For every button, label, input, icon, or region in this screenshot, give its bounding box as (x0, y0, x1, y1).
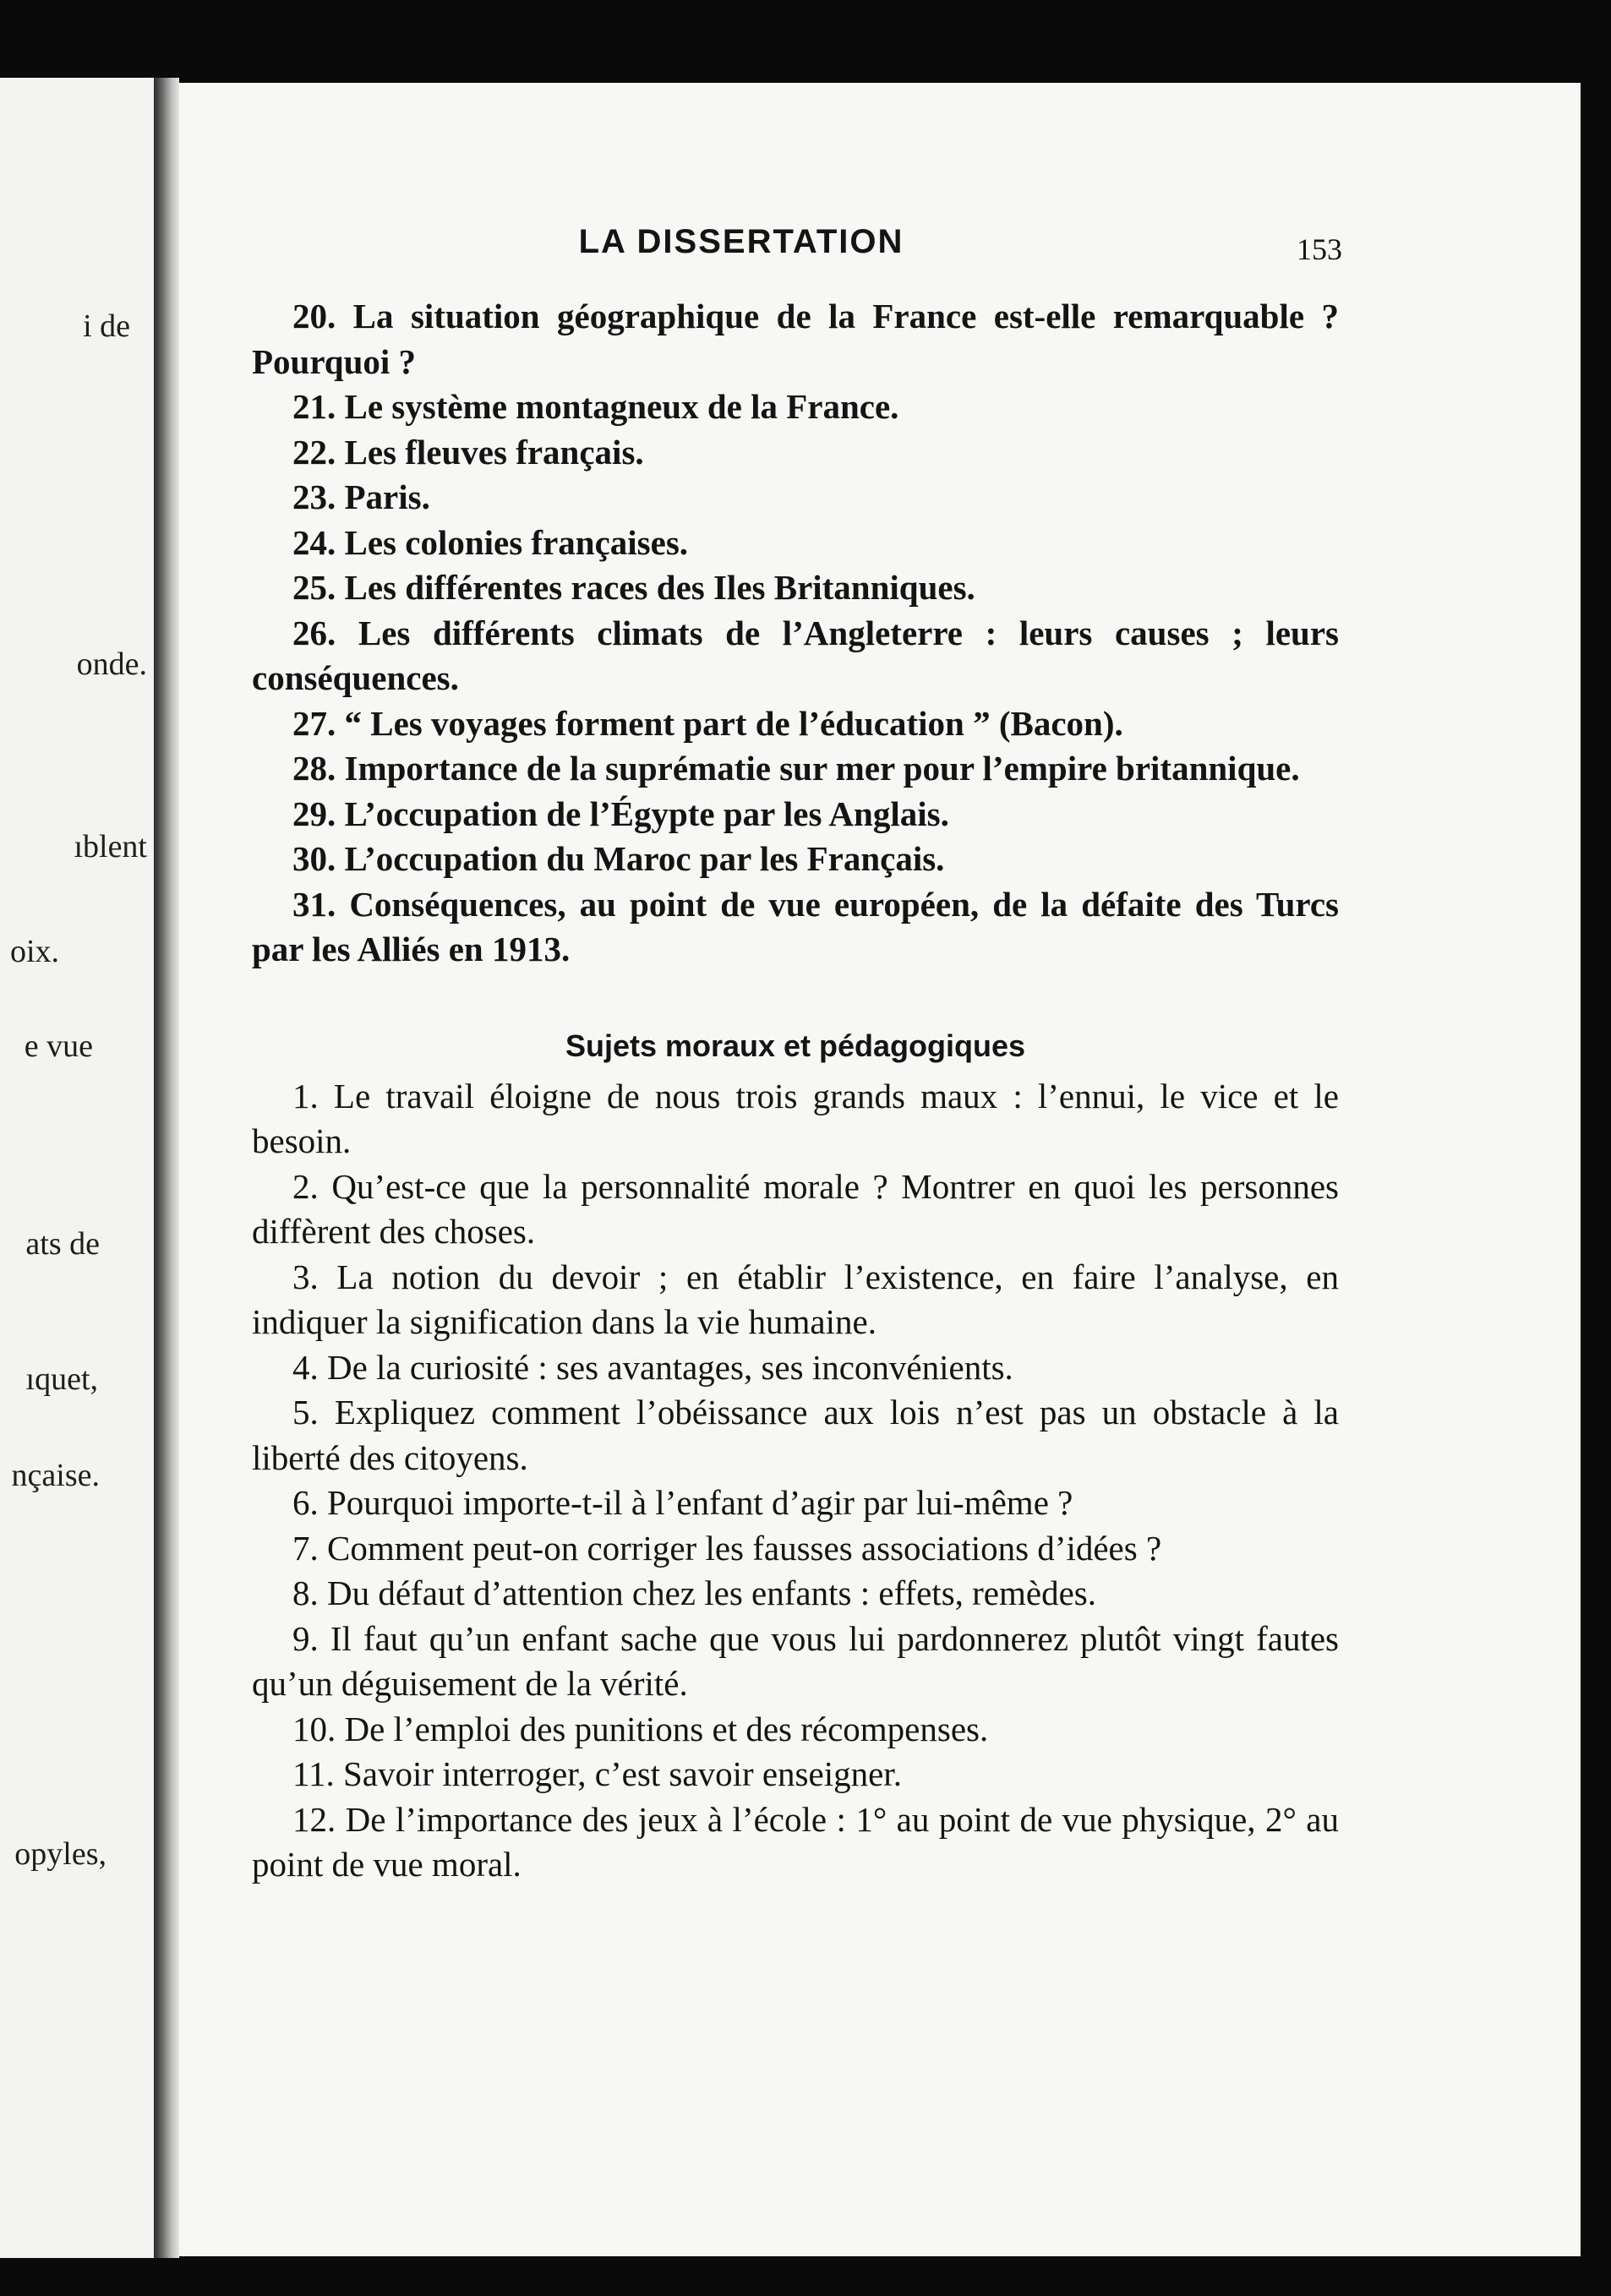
book-gutter (154, 78, 179, 2258)
left-page-fragment: opyles, (14, 1836, 106, 1872)
left-page-fragment: ats de (25, 1226, 100, 1262)
topic-item: 2. Qu’est-ce que la personnalité morale ? Montrer en quoi les personnes diffèrent des choses. (252, 1166, 1339, 1251)
topic-item: 22. Les fleuves français. (292, 432, 644, 472)
left-page-sliver (0, 78, 154, 2258)
topic-item: 8. Du défaut d’attention chez les enfants : effets, remèdes. (292, 1573, 1096, 1612)
topic-item: 28. Importance de la suprématie sur mer pour l’empire britannique. (292, 749, 1300, 788)
topic-item: 24. Les colonies françaises. (292, 522, 689, 562)
topic-item: 31. Conséquences, au point de vue européen, de la défaite des Turcs par les Alliés en 1913. (252, 884, 1339, 968)
left-page-fragment: e vue (24, 1028, 93, 1064)
topic-item: 21. Le système montagneux de la France. (292, 387, 899, 426)
left-page-fragment: ıblent (74, 829, 147, 864)
topic-item: 30. L’occupation du Maroc par les Français. (292, 839, 945, 878)
left-page-fragment: ıquet, (25, 1361, 98, 1397)
topic-item: 25. Les différentes races des Iles Britanniques. (292, 568, 975, 607)
topic-item: 23. Paris. (292, 477, 430, 516)
topic-item: 7. Comment peut-on corriger les fausses associations d’idées ? (292, 1528, 1162, 1568)
topic-item: 12. De l’importance des jeux à l’école : 1° au point de vue physique, 2° au point de vue moral. (252, 1799, 1339, 1884)
topic-item: 6. Pourquoi importe-t-il à l’enfant d’agir par lui-même ? (292, 1483, 1073, 1522)
page-body (252, 294, 1339, 1888)
section-spacer (252, 973, 1339, 1025)
geographic-topics-list (252, 294, 1339, 973)
topic-item: 26. Les différents climats de l’Angleterre : leurs causes ; leurs conséquences. (252, 613, 1339, 697)
page-number: 153 (1297, 232, 1342, 266)
book-page (179, 83, 1581, 2256)
topic-item: 11. Savoir interroger, c’est savoir enseigner. (292, 1754, 902, 1793)
topic-item: 20. La situation géographique de la France est-elle remarquable ? Pourquoi ? (252, 297, 1339, 381)
topic-item: 9. Il faut qu’un enfant sache que vous lui pardonnerez plutôt vingt fautes qu’un déguisement de la vérité. (252, 1618, 1339, 1703)
topic-item: 27. “ Les voyages forment part de l’éducation ” (Bacon). (292, 703, 1123, 743)
topic-item: 1. Le travail éloigne de nous trois grands maux : l’ennui, le vice et le besoin. (252, 1076, 1339, 1160)
left-page-fragment: onde. (76, 646, 147, 682)
left-page-fragment: nçaise. (11, 1458, 100, 1493)
moral-topics-list (252, 1074, 1339, 1888)
topic-item: 29. L’occupation de l’Égypte par les Anglais. (292, 794, 949, 833)
left-page-fragment: oix. (9, 934, 59, 969)
left-page-fragment: i de (83, 308, 130, 344)
running-title: LA DISSERTATION (578, 223, 904, 260)
section-heading: Sujets moraux et pédagogiques (565, 1028, 1026, 1063)
topic-item: 10. De l’emploi des punitions et des récompenses. (292, 1709, 989, 1748)
topic-item: 5. Expliquez comment l’obéissance aux lois n’est pas un obstacle à la liberté des citoyens. (252, 1393, 1339, 1477)
topic-item: 3. La notion du devoir ; en établir l’existence, en faire l’analyse, en indiquer la signification dans la vie humaine. (252, 1257, 1339, 1341)
topic-item: 4. De la curiosité : ses avantages, ses inconvénients. (292, 1347, 1013, 1387)
